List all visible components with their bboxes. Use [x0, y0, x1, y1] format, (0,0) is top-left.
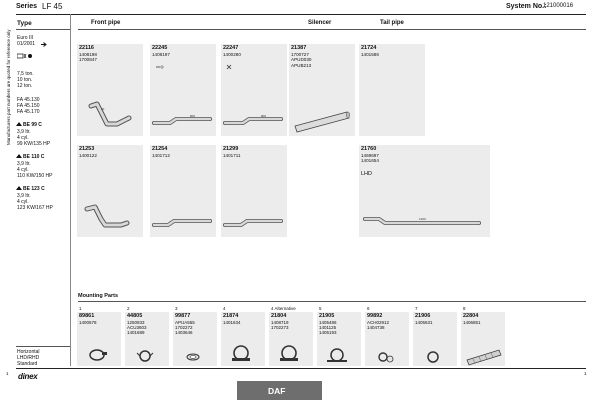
engine-spec-2: 3,9 ltr. 4 cyl. 110 KW/150 HP	[17, 161, 53, 180]
hose-clamp-icon	[125, 312, 169, 366]
mounting-oem-codes: 1250933 ACU3603 1401689	[127, 320, 147, 336]
part-number: 21253	[79, 146, 95, 152]
mounting-index: 6	[367, 306, 370, 311]
footer-rule	[16, 368, 586, 369]
mounting-part-number: 21874	[223, 313, 239, 319]
part-number: 21254	[152, 146, 168, 152]
svg-text:800: 800	[261, 114, 267, 118]
part-oem-codes: 1401712	[152, 153, 170, 158]
tail-pipe-title: Tail pipe	[380, 20, 404, 26]
header-rule	[16, 14, 586, 15]
truck-symbol-icon	[17, 53, 33, 59]
part-oem-codes: 1400280	[223, 52, 241, 57]
rubber-hanger-icon	[365, 312, 409, 366]
mounting-card[interactable]	[173, 312, 217, 366]
engine-icon	[16, 122, 22, 127]
engine-code-3: BE 123 C	[23, 186, 45, 192]
tonnage-list: 7,5 ton. 10 ton. 12 ton.	[17, 71, 34, 90]
mounting-oem-codes: APUA555 1702272 1403646	[175, 320, 195, 336]
part-oem-codes: 1700727 APUD030 APUB213	[291, 52, 312, 68]
mounting-part-number: 99892	[367, 313, 383, 319]
mounting-oem-codes: 1401634	[223, 320, 241, 325]
mounting-card[interactable]	[125, 312, 169, 366]
system-no-label: System No.:	[506, 3, 547, 10]
part-oem-codes: 1401586	[361, 52, 379, 57]
part-card[interactable]	[150, 44, 216, 136]
part-number: 21724	[361, 45, 377, 51]
engine-icon	[16, 154, 22, 159]
u-bolt-clamp-icon	[221, 312, 265, 366]
mounting-part-number: 21906	[415, 313, 431, 319]
mounting-index: 3	[175, 306, 178, 311]
mounting-title: Mounting Parts	[78, 293, 119, 299]
mounting-index: 1	[79, 306, 82, 311]
mounting-card[interactable]	[269, 312, 313, 366]
alternative-label: Alternative	[274, 306, 296, 311]
silencer-illustration	[289, 44, 355, 136]
engine-icon	[16, 186, 22, 191]
part-card[interactable]	[77, 145, 143, 237]
engine-spec-3: 3,9 ltr. 4 cyl. 123 KW/167 HP	[17, 193, 53, 212]
mounting-part-number: 21804	[271, 313, 287, 319]
part-card[interactable]	[150, 145, 216, 237]
part-number: 21387	[291, 45, 307, 51]
mounting-card[interactable]	[317, 312, 361, 366]
mounting-card[interactable]	[77, 312, 121, 366]
mounting-oem-codes: 1400678	[79, 320, 97, 325]
dinex-logo: dinex	[18, 372, 38, 381]
mounting-index: 8	[463, 306, 466, 311]
mounting-index: 2	[127, 306, 130, 311]
series-label: Series	[16, 3, 38, 10]
engine-code-1: BE 99 C	[23, 122, 42, 128]
part-oem-codes: 1408197	[152, 52, 170, 57]
bracket-clamp-icon	[317, 312, 361, 366]
model-list: FA 45.130 FA 45.150 FA 45.170	[17, 97, 40, 116]
mounting-oem-codes: ACH02912 1404738	[367, 320, 390, 331]
pipe-illustration	[150, 44, 216, 136]
bent-pipe-illustration	[77, 145, 143, 237]
mounting-index: 7	[415, 306, 418, 311]
system-no-value: 121000016	[543, 3, 574, 9]
svg-text:800: 800	[190, 114, 196, 118]
mounting-card[interactable]	[413, 312, 457, 366]
mounting-index: 4	[271, 306, 274, 311]
mounting-part-number: 99877	[175, 313, 191, 319]
engine-spec-1: 3,9 ltr. 4 cyl. 99 KW/135 HP	[17, 129, 51, 148]
clamp-ring-icon	[413, 312, 457, 366]
pipe-illustration	[221, 44, 287, 136]
svg-text:1300: 1300	[419, 217, 426, 221]
part-card[interactable]	[77, 44, 143, 136]
part-card[interactable]	[289, 44, 355, 136]
part-card[interactable]	[221, 44, 287, 136]
part-oem-codes: 1401711	[223, 153, 241, 158]
part-card-wide[interactable]	[359, 145, 490, 237]
sidebar-footer-rule	[16, 346, 70, 347]
pipe-illustration	[221, 145, 287, 237]
part-number: 22116	[79, 45, 94, 51]
svg-text:30: 30	[101, 107, 105, 111]
flex-pipe-icon	[461, 312, 505, 366]
bent-pipe-illustration	[77, 44, 143, 136]
part-number: 22245	[152, 45, 168, 51]
production-date: 01/2001	[17, 41, 36, 47]
part-number: 21760	[361, 146, 377, 152]
mounting-index: 4	[223, 306, 226, 311]
sections-rule	[78, 29, 586, 30]
front-pipe-title: Front pipe	[91, 20, 121, 26]
mounting-part-number: 44805	[127, 313, 143, 319]
engine-code-2: BE 110 C	[23, 154, 45, 160]
arrow-right-icon	[41, 42, 47, 47]
part-oem-codes: 1469697 1401654	[361, 153, 379, 164]
mounting-oem-codes: 1405631	[415, 320, 433, 325]
silencer-title: Silencer	[308, 20, 332, 26]
type-rule	[16, 29, 70, 30]
mounting-index-alternative	[271, 306, 296, 311]
part-oem-codes: 1408198 1700847	[79, 52, 97, 63]
mounting-part-number: 89861	[79, 313, 95, 319]
part-card[interactable]	[221, 145, 287, 237]
mounting-index: 5	[319, 306, 322, 311]
pipe-illustration	[150, 145, 216, 237]
u-bolt-clamp-icon	[269, 312, 313, 366]
mounting-oem-codes: 1406851	[463, 320, 481, 325]
sidebar-divider	[70, 14, 71, 366]
mounting-part-number: 21905	[319, 313, 335, 319]
mounting-card[interactable]	[221, 312, 265, 366]
part-number: 22247	[223, 45, 239, 51]
mounting-card[interactable]	[365, 312, 409, 366]
mounting-part-number: 22804	[463, 313, 479, 319]
page-number-right: 1	[584, 371, 587, 376]
mounting-card[interactable]	[461, 312, 505, 366]
gasket-icon	[173, 312, 217, 366]
mounting-oem-codes: 1405486 1401125 1405193	[319, 320, 337, 336]
type-label: Type	[17, 20, 32, 27]
series-value: LF 45	[42, 2, 63, 11]
mounting-oem-codes: 1408719 1702273	[271, 320, 289, 331]
part-oem-codes: 1400122	[79, 153, 97, 158]
tail-pipe-illustration	[359, 145, 490, 237]
part-number: 21299	[223, 146, 239, 152]
sidebar-footer: Horizontal LHD/RHD Standard	[17, 349, 40, 368]
page-number-left: 1	[6, 371, 9, 376]
mounting-rule	[78, 301, 586, 302]
clamp-ring-icon	[77, 312, 121, 366]
make-label: DAF	[268, 386, 286, 396]
euro-norm: Euro III	[17, 35, 34, 41]
drive-side-label: LHD	[361, 171, 373, 177]
side-note: Manufacturers part numbers are quoted for reference only	[6, 29, 11, 145]
part-card[interactable]	[359, 44, 425, 136]
